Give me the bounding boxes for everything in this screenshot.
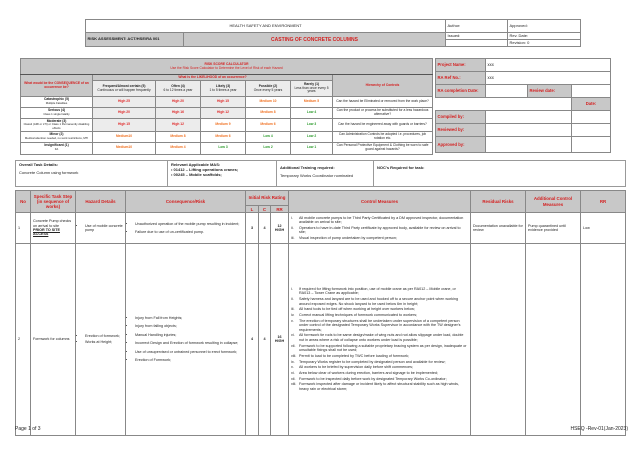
risk-score-cell: Medium 8 (246, 108, 291, 119)
likelihood-value: 3 (246, 213, 259, 243)
reviewed-by-label: Reviewed by: (436, 124, 486, 137)
control-measure: iii. All hand tools to be tied off when working at height over workers below; (291, 307, 415, 312)
hierarchy-control: Can the product or process be substituted for a less hazardous alternative? (333, 108, 433, 119)
risk-score-cell: Medium 10 (246, 97, 291, 108)
hazard-details (76, 243, 126, 435)
risk-score-cell: Medium 6 (201, 131, 246, 142)
consequence-item: • Incorrect Design and Erection of formwork resulting in collapse; (135, 341, 243, 345)
risk-score-cell: High 12 (156, 119, 201, 132)
row-no: 1 (16, 213, 31, 243)
hierarchy-title: Hierarchy of Controls (333, 75, 433, 97)
likelihood-header (201, 81, 246, 97)
likelihood-header (93, 81, 156, 97)
consequence-item: • Use of unsupervised or untrained personnel to erect formwork; (135, 350, 243, 354)
hazard-item: • Works at Height; (85, 340, 123, 344)
consequence-risk (126, 243, 246, 435)
likelihood-name: Often (4) (171, 83, 185, 88)
consequence-value: 4 (259, 213, 271, 243)
page-number: Page 1 of 3 (15, 426, 41, 432)
risk-score-cell: High 15 (201, 97, 246, 108)
hazard-details (76, 213, 126, 243)
risk-score-cell: Medium 8 (156, 131, 201, 142)
risk-score-cell: Medium 9 (201, 119, 246, 132)
calculator-subtitle: Use the Risk Score Calculator to Determine the Level of Risk of each Hazard (170, 65, 283, 70)
likelihood-header (246, 81, 291, 97)
consequence-item: • Failure due to use of un-certificated pump. (135, 230, 243, 234)
col-c: C (259, 206, 271, 213)
additional-controls: Pump quarantined until evidence provided (526, 213, 581, 243)
likelihood-desc: Less than once every 5 years (294, 85, 329, 94)
document-title: CASTING OF CONCRETE COLUMNS (184, 33, 446, 47)
risk-score-cell: Low 1 (291, 142, 333, 154)
approved-by-value[interactable] (486, 137, 572, 153)
completion-date-value[interactable] (486, 85, 528, 98)
control-measures (289, 243, 471, 435)
residual-rating: Low (581, 213, 626, 243)
control-measure: xiii. Formwork inspected after damage or incident likely to affect structural stability such as high winds, heavy rain or electrical storm; (291, 382, 460, 391)
risk-score-cell: High 20 (93, 108, 156, 119)
consequence-item: • Injury from Fall from Heights; (135, 316, 243, 320)
risk-score-cell: Medium10 (93, 142, 156, 154)
reviewed-by-value[interactable] (486, 124, 572, 137)
hazard-item: • Erection of formwork; (85, 334, 123, 338)
project-name-value[interactable]: xxx (486, 59, 611, 72)
control-measure: vii. Formwork to be supported following a suitable proprietary bracing system as per design, inadequate or unsuitable fixings shall not be used; (291, 343, 467, 353)
document-reference: HSEQ -Rev-01(Jan-2023) (570, 426, 628, 432)
task-details (15, 160, 626, 187)
training-label: Additional Training required: (280, 165, 335, 170)
col-initial: Initial Risk Rating (246, 191, 289, 206)
compiled-date[interactable] (572, 111, 611, 124)
consequence-risk (126, 213, 246, 243)
likelihood-name: Possible (2) (258, 83, 278, 88)
table-row (16, 213, 626, 243)
likelihood-desc: 1 to 5 times a year (209, 87, 237, 92)
table-row (16, 243, 626, 435)
risk-score-cell: Low 3 (201, 142, 246, 154)
risk-score-cell: High 20 (156, 97, 201, 108)
revision-label: Revision: 0 (508, 40, 581, 47)
control-measure: xii. Formwork to be inspected daily before work by designated Temporary Works Co-ordinator; (291, 376, 447, 381)
control-measure: ii. Safety harness and lanyard are to be used and hooked off to a secure anchor point when working around exposed edges. No shock lanyard to be used below 6m in height; (291, 297, 459, 306)
risk-score-cell: Low 4 (246, 131, 291, 142)
col-consequence: Consequence/Risk (126, 191, 246, 213)
risk-score-cell: Low 2 (291, 131, 333, 142)
date-label: Date: (572, 98, 611, 111)
consequence-item: • Unauthorized operation of the mobile pump resulting in incident; (135, 222, 243, 226)
compiled-by-label: Compiled by: (436, 111, 486, 124)
department: HEALTH SAFETY AND ENVIRONMENT (86, 20, 446, 33)
mas-label: Relevant Applicable MAS: (171, 162, 221, 167)
likelihood-name: Frequent/Almost certain (5) (102, 83, 146, 88)
risk-score-cell: Medium 4 (156, 142, 201, 154)
control-measure: vi. All formwork tie rods to be same design/make of wing nuts and not allow slippage under load, double nut in areas where a risk of collapse onto workers under load is possible; (291, 333, 464, 342)
consequence-level: Serious (4) Class 1 single fatality (21, 108, 93, 119)
likelihood-desc: 6 to 12 times a year (163, 87, 193, 92)
control-measure: iii. Visual inspection of pump undertaken by competent person; (291, 235, 397, 240)
risk-rating: 12 HIGH (271, 213, 289, 243)
control-measure: ix. Temporary Works register to be completed by designated person and available for review; (291, 359, 446, 364)
reviewed-date[interactable] (572, 124, 611, 137)
risk-score-cell: Low 2 (246, 142, 291, 154)
review-date-value[interactable] (572, 85, 611, 98)
risk-score-cell: High 16 (156, 108, 201, 119)
approved-date[interactable] (572, 137, 611, 153)
overall-task-label: Overall Task Details: (19, 162, 59, 167)
consequence-level: Insignificant (1) FA (21, 142, 93, 154)
col-no: No (16, 191, 31, 213)
risk-assessment-table (15, 190, 626, 436)
residual-risk (471, 243, 526, 435)
col-rr2: RR (581, 191, 626, 213)
row-no: 2 (16, 243, 31, 435)
mas-item: • 01412 – Lifting operations cranes; (171, 166, 239, 172)
hierarchy-control: Can Personal Protective Equipment & Clothing be worn to safe guard against hazards? (333, 142, 433, 154)
ra-ref-label: RA Ref No.: (436, 72, 486, 85)
risk-score-cell: Low 4 (291, 108, 333, 119)
likelihood-name: Rarely (1) (303, 81, 320, 86)
control-measure: i. If required for lifting formwork into position, use of mobile crane as per RA012 – Mobile crane, or RA013 – Tower Crane as applicable; (291, 287, 456, 296)
hierarchy-control: Can Administration Controls be adopted i.e. procedures, job rotation etc. (333, 131, 433, 142)
residual-risk: Documentation unavailable for review (471, 213, 526, 243)
training-value: Temporary Works Coordinator nominated (280, 172, 354, 178)
approved-by-label: Approved by: (436, 137, 486, 153)
control-measure: x. All workers to be briefed by supervision daily before shift commences; (291, 365, 413, 370)
likelihood-header (291, 81, 333, 97)
control-measure: v. The erection of temporary structures shall be undertaken under supervision of a competent person under control of the designated Temporary Works Supervisor in accordance with the TW designer's requirements; (291, 318, 461, 332)
consequence-level: Moderate (3) Class2 (AMI or LTI) or Class 1 Permanently disabling effects (21, 119, 93, 132)
hierarchy-control: Can the hazard be engineered away with guards or barriers? (333, 119, 433, 132)
col-control: Control Measures (289, 191, 471, 213)
residual-rating (581, 243, 626, 435)
consequence-level: Minor (2) Medical attention needed, no work restrictions, MTI (21, 131, 93, 142)
consequence-item: • Manual Handling injuries; (135, 333, 243, 337)
col-l: L (246, 206, 259, 213)
completion-date-label: RA completion Date: (436, 85, 486, 98)
risk-score-cell: Medium10 (93, 131, 156, 142)
consequence-item: • Erection of Formwork; (135, 358, 243, 362)
approved-label: Approved: (508, 20, 581, 33)
col-residual: Residual Risks (471, 191, 526, 213)
document-header (85, 19, 581, 47)
likelihood-desc: Once every 5 years (253, 87, 283, 92)
col-hazard: Hazard Details (76, 191, 126, 213)
ra-code: RISK ASSESSMENT: ACT/HSE/RA 001 (86, 33, 184, 47)
control-measure: viii. Permit to load to be completed by TWC before loading of formwork; (291, 353, 410, 358)
likelihood-name: Likely (3) (215, 83, 231, 88)
additional-controls (526, 243, 581, 435)
risk-score-cell: Medium 6 (246, 119, 291, 132)
issued-label: Issued: (446, 33, 508, 40)
ra-ref-value[interactable]: xxx (486, 72, 611, 85)
control-measure: ii. Operators to have in-date Third Party certificate by approved body, available for review on arrival to site; (291, 225, 461, 235)
control-measures (289, 213, 471, 243)
hierarchy-control: Can the hazard be Eliminated or removed from the work place? (333, 97, 433, 108)
risk-score-cell: High 15 (93, 119, 156, 132)
control-measure: i. All mobile concrete pumps to be Third Party Certificated by a DM approved inspector, documentation available on arrival to site; (291, 215, 464, 225)
project-info (435, 58, 611, 153)
control-measure: iv. Correct manual lifting techniques of formwork communicated to workers; (291, 313, 418, 318)
compiled-by-value[interactable] (486, 111, 572, 124)
calculator-title: RISK SCORE CALCULATOR (204, 61, 249, 66)
likelihood-desc: Continuous or will happen frequently (97, 87, 151, 92)
consequence-level: Catastrophic (5) Multiple Fatalities (21, 97, 93, 108)
author-label: Author: (446, 20, 508, 33)
risk-rating: 16 HIGH (271, 243, 289, 435)
risk-score-cell: High 25 (93, 97, 156, 108)
risk-score-cell: High 12 (201, 108, 246, 119)
likelihood-value: 4 (246, 243, 259, 435)
consequence-item: • Injury from falling objects; (135, 324, 243, 328)
review-date-label: Review date: (528, 85, 572, 98)
consequence-question: What would be the CONSEQUENCE of an occurrence be? (21, 75, 93, 97)
noc-label: NOC's Required for task: (377, 165, 425, 170)
likelihood-header (156, 81, 201, 97)
col-step: Specific Task Step (in sequence of works) (31, 191, 76, 213)
consequence-value: 4 (259, 243, 271, 435)
task-step: Formwork for columns (31, 243, 76, 435)
hazard-item: • Use of mobile concrete pump (85, 224, 123, 233)
likelihood-question: What is the LIKELIHOOD of an occurrence? (93, 75, 333, 81)
project-name-label: Project Name: (436, 59, 486, 72)
col-additional: Additional Control Measures (526, 191, 581, 213)
overall-task-value: Concrete Column using formwork (19, 169, 79, 175)
task-step: Concrete Pump checks on arrival to site PRIOR TO SITE ACCESS (31, 213, 76, 243)
risk-score-cell: Low 3 (291, 119, 333, 132)
rev-date-label: Rev. Date: (508, 33, 581, 40)
control-measure: xi. Area below clear of workers during erection, barriers and signage to be implemented; (291, 370, 438, 375)
mas-item: • 00245 – Mobile scaffolds; (171, 171, 222, 177)
risk-score-calculator (20, 58, 433, 155)
risk-score-cell: Medium 5 (291, 97, 333, 108)
col-rr: RR (271, 206, 289, 213)
